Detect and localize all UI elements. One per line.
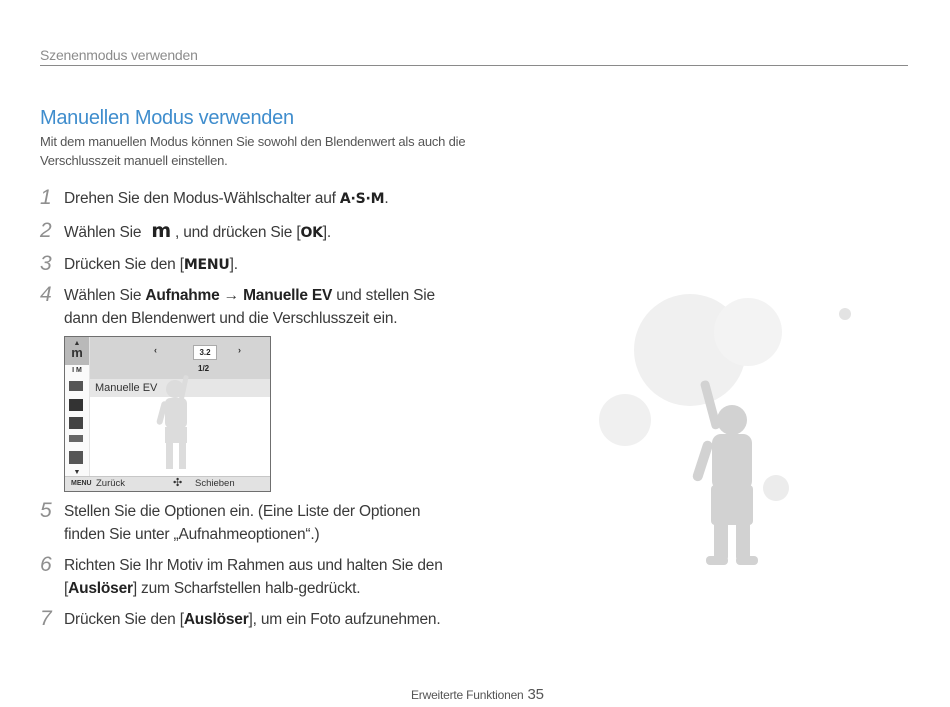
camera-menu-sidebar xyxy=(65,337,90,477)
asm-mode-symbol: A·S·M xyxy=(339,191,385,207)
menu-path-aufnahme: Aufnahme xyxy=(145,287,220,304)
step-text: Wählen Sie xyxy=(64,224,146,241)
white-balance-icon xyxy=(69,435,83,442)
step-2 xyxy=(40,220,460,245)
right-arrow-icon: › xyxy=(238,345,241,355)
menu-path-manuelle-ev: Manuelle EV xyxy=(243,287,333,304)
shutter-button-label: Auslöser xyxy=(183,611,249,628)
step-text: Drücken Sie den [ xyxy=(64,611,184,628)
step-6 xyxy=(40,554,460,600)
footer-label: Erweiterte Funktionen xyxy=(411,688,524,702)
shutter-button-label: Auslöser xyxy=(68,580,133,597)
step-text-end: ]. xyxy=(322,224,332,241)
step-text: Wählen Sie xyxy=(64,287,146,304)
step-number: 3 xyxy=(40,252,52,275)
up-arrow-icon: ▲ xyxy=(73,340,81,347)
exposure-adjust-panel xyxy=(90,337,270,379)
decor-circle xyxy=(839,308,851,320)
step-text-mid: , und drücken Sie [ xyxy=(174,224,301,241)
back-label: Zurück xyxy=(96,478,126,489)
mode-m-icon: m xyxy=(151,220,171,242)
decor-circle xyxy=(714,298,782,366)
menu-key-label: MENU xyxy=(183,257,230,273)
arrow-icon: → xyxy=(219,287,244,304)
decor-circle xyxy=(763,475,789,501)
quality-icon xyxy=(69,381,83,391)
ev-icon xyxy=(69,399,83,411)
navigation-pad-icon: ✣ xyxy=(173,477,183,489)
step-number: 4 xyxy=(40,283,52,306)
step-number: 5 xyxy=(40,499,52,522)
ok-key-label: OK xyxy=(300,225,323,241)
page-number: 35 xyxy=(527,686,544,703)
image-size-icon: I M xyxy=(72,367,82,374)
step-3 xyxy=(40,253,460,277)
step-5 xyxy=(40,500,460,546)
step-text-end: ]. xyxy=(229,256,238,273)
move-label: Schieben xyxy=(195,478,235,489)
step-text: Stellen Sie die Optionen ein. (Eine Liste der Optionen finden Sie unter „Aufnahmeoptionen“.) xyxy=(64,503,421,543)
intro-text: Mit dem manuellen Modus können Sie sowohl den Blendenwert als auch die Verschlusszeit manuell einstellen. xyxy=(40,134,466,168)
decorative-child-illustration xyxy=(590,280,870,580)
menu-item-label: Manuelle EV xyxy=(95,382,158,394)
step-number: 2 xyxy=(40,219,52,242)
camera-screen-illustration xyxy=(64,336,271,492)
step-4 xyxy=(40,284,460,330)
step-text: Drehen Sie den Modus-Wählschalter auf xyxy=(64,190,340,207)
aperture-value: 3.2 xyxy=(193,345,217,360)
mode-m-icon: m xyxy=(71,345,83,360)
left-arrow-icon: ‹ xyxy=(154,345,157,355)
step-7 xyxy=(40,608,460,631)
step-text: Richten Sie Ihr Motiv im Rahmen aus und halten Sie den [ xyxy=(64,557,443,597)
shutter-value: 1/2 xyxy=(198,364,210,373)
child-silhouette-icon xyxy=(135,375,205,475)
step-number: 1 xyxy=(40,186,52,209)
down-arrow-icon: ▼ xyxy=(73,469,81,476)
camera-bottom-bar xyxy=(65,476,270,491)
step-number: 6 xyxy=(40,553,52,576)
child-silhouette-icon xyxy=(691,380,758,565)
face-detect-icon xyxy=(69,451,83,464)
step-1 xyxy=(40,187,460,211)
section-header: Szenenmodus verwenden xyxy=(40,47,908,66)
step-text-end: . xyxy=(384,190,389,207)
menu-key-icon: MENU xyxy=(71,480,92,487)
step-text-end: und stellen Sie dann den Blendenwert und die Verschlusszeit ein. xyxy=(64,287,435,327)
page-title: Manuellen Modus verwenden xyxy=(40,107,294,129)
step-number: 7 xyxy=(40,607,52,630)
decor-circle xyxy=(599,394,651,446)
step-text-end: ] zum Scharfstellen halb-gedrückt. xyxy=(132,580,361,597)
iso-icon xyxy=(69,417,83,429)
step-text: Drücken Sie den [ xyxy=(64,256,184,273)
step-text-end: ], um ein Foto aufzunehmen. xyxy=(248,611,441,628)
page-footer xyxy=(411,686,544,703)
